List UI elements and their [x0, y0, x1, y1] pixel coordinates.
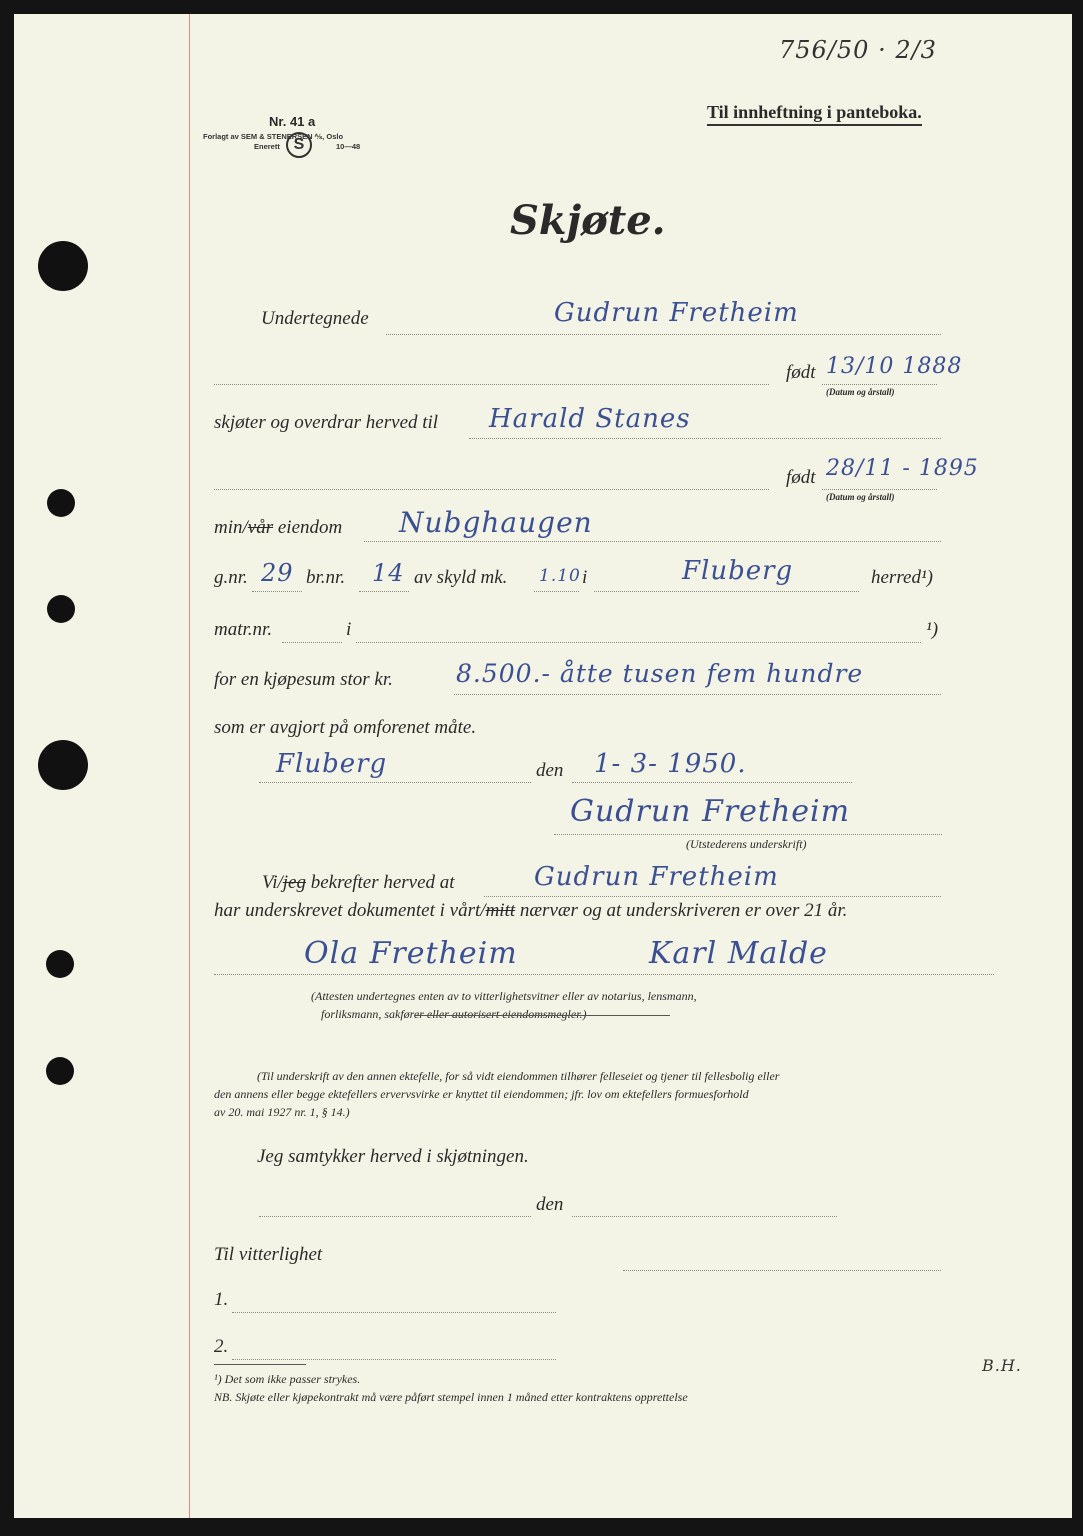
attest-jeg-struck: jeg [282, 872, 306, 893]
fodt1-label: født [786, 362, 816, 383]
blank-line [214, 384, 769, 385]
attest-line2-a: har underskrevet dokumentet i vårt/ [214, 900, 486, 921]
fodt2-value[interactable]: 28/11 - 1895 [826, 456, 979, 481]
matr-suffix: ¹) [926, 619, 939, 640]
place-value[interactable]: Fluberg [276, 749, 388, 779]
fodt2-line [822, 489, 937, 490]
undertegnede-line [386, 334, 941, 335]
attest-note-2: forliksmann, sakfører eller autorisert eiendomsmegler.) [321, 1007, 587, 1021]
attest-mitt-struck: mitt [485, 900, 516, 921]
attest-vi: Vi/ [262, 872, 283, 893]
punch-hole-icon [46, 1057, 74, 1085]
punch-hole-icon [47, 595, 75, 623]
brnr-line [359, 591, 409, 592]
consent-place-line[interactable] [259, 1216, 531, 1217]
issuer-signature[interactable]: Gudrun Fretheim [570, 794, 851, 829]
page-title: Skjøte. [510, 197, 666, 244]
overdrar-value[interactable]: Harald Stanes [489, 404, 691, 434]
eiendom-label-struck: vår [247, 517, 274, 538]
spouse-note-3: av 20. mai 1927 nr. 1, § 14.) [214, 1105, 350, 1119]
herred-line [594, 591, 859, 592]
kjopesum-value[interactable]: 8.500.- åtte tusen fem hundre [456, 659, 864, 688]
eiendom-label [214, 517, 342, 539]
matr-i-label: i [346, 619, 352, 640]
witness-2-line[interactable] [232, 1359, 556, 1360]
publisher-rights: Enerett [254, 142, 280, 151]
skyld-value[interactable]: 1.10 [539, 566, 581, 586]
punch-hole-icon [46, 950, 74, 978]
punch-hole-icon [38, 241, 88, 291]
publisher-line: Forlagt av SEM & STENERSEN ⅍, Oslo [203, 132, 344, 141]
overdrar-label: skjøter og overdrar herved til [214, 412, 439, 433]
eiendom-label-b: eiendom [273, 517, 343, 538]
overdrar-line [469, 438, 941, 439]
footnote-divider [214, 1364, 306, 1365]
skyld-label: av skyld mk. [414, 567, 508, 588]
datum-hint: (Datum og årstall) [826, 492, 895, 502]
consent-text: Jeg samtykker herved i skjøtningen. [257, 1146, 529, 1167]
eiendom-label-a: min/ [214, 517, 248, 538]
binding-note: Til innheftning i panteboka. [707, 102, 922, 126]
kjopesum-label: for en kjøpesum stor kr. [214, 669, 393, 690]
publisher-date: 10—48 [336, 142, 361, 151]
gnr-line [252, 591, 302, 592]
attest-line2-b: nærvær og at underskriveren er over 21 år. [515, 900, 848, 921]
herred-value[interactable]: Fluberg [682, 556, 794, 586]
spouse-note-1: (Til underskrift av den annen ektefelle, for så vidt eiendommen tilhører felleseiet og tjener til fellesbolig eller [257, 1069, 780, 1083]
witness-signature-1[interactable]: Ola Fretheim [304, 936, 518, 971]
fodt1-line [822, 384, 937, 385]
attest-name-line [484, 896, 941, 897]
red-margin-line [189, 14, 190, 1518]
divider [414, 1015, 670, 1016]
matr-label: matr.nr. [214, 619, 273, 640]
place-line [259, 782, 531, 783]
undertegnede-label: Undertegnede [261, 308, 369, 329]
footnote-2: NB. Skjøte eller kjøpekontrakt må være påført stempel innen 1 måned etter kontraktens opprettelse [214, 1390, 688, 1404]
consent-den-label: den [536, 1194, 564, 1215]
undertegnede-value[interactable]: Gudrun Fretheim [554, 298, 799, 328]
blank-line [214, 489, 769, 490]
fodt2-label: født [786, 467, 816, 488]
attest-line1-label [262, 872, 455, 894]
spouse-signature-line[interactable] [623, 1270, 941, 1271]
witness-1-label: 1. [214, 1289, 229, 1310]
attest-note-1: (Attesten undertegnes enten av to vitterlighetsvitner eller av notarius, lensmann, [311, 989, 697, 1003]
herred-label: herred¹) [871, 567, 933, 588]
witness-signature-2[interactable]: Karl Malde [649, 936, 828, 971]
eiendom-line [364, 541, 941, 542]
avgjort-text: som er avgjort på omforenet måte. [214, 717, 477, 738]
witness-2-label: 2. [214, 1336, 229, 1357]
document-page [14, 14, 1072, 1518]
punch-hole-icon [38, 740, 88, 790]
punch-hole-icon [47, 489, 75, 517]
handwritten-reference: 756/50 · 2/3 [779, 36, 937, 64]
matr-place-line [356, 642, 921, 643]
witness-signature-line [214, 974, 994, 975]
date-line [572, 782, 852, 783]
spouse-note-2: den annens eller begge ektefellers ervervsvirke er knyttet til eiendommen; jfr. lov om ektefellers formuesforhold [214, 1087, 749, 1101]
skyld-line [534, 591, 579, 592]
footnote-1: ¹) Det som ikke passer strykes. [214, 1372, 361, 1386]
date-value[interactable]: 1- 3- 1950. [594, 749, 747, 779]
attest-line2 [214, 900, 847, 922]
attest-name-value[interactable]: Gudrun Fretheim [534, 862, 779, 892]
den-label: den [536, 760, 564, 781]
fodt1-value[interactable]: 13/10 1888 [826, 354, 963, 379]
gnr-label: g.nr. [214, 567, 248, 588]
consent-date-line[interactable] [572, 1216, 837, 1217]
witness-1-line[interactable] [232, 1312, 556, 1313]
witness-heading: Til vitterlighet [214, 1244, 323, 1265]
kjopesum-line [454, 694, 941, 695]
i-label: i [582, 567, 588, 588]
datum-hint: (Datum og årstall) [826, 387, 895, 397]
attest-bekrefter: bekrefter herved at [305, 872, 455, 893]
eiendom-value[interactable]: Nubghaugen [399, 506, 593, 539]
initials: B.H. [982, 1356, 1022, 1375]
form-number: Nr. 41 a [269, 114, 316, 129]
issuer-signature-hint: (Utstederens underskrift) [686, 837, 807, 851]
gnr-value[interactable]: 29 [261, 559, 294, 587]
matr-line [282, 642, 342, 643]
publisher-logo-icon: S [286, 132, 312, 158]
brnr-value[interactable]: 14 [372, 559, 405, 587]
issuer-signature-line [554, 834, 942, 835]
brnr-label: br.nr. [306, 567, 346, 588]
